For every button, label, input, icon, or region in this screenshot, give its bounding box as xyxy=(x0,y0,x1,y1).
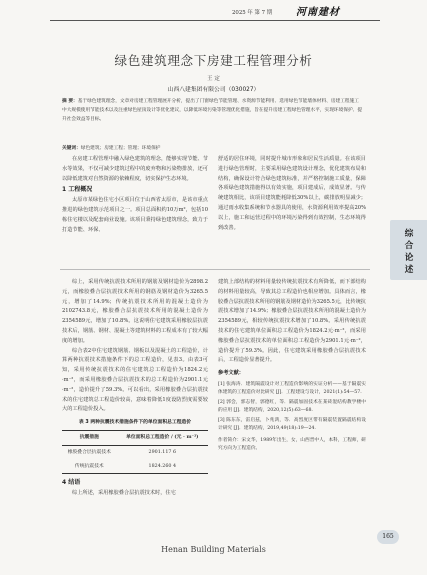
issue-label: 2025 年 第 7 期 xyxy=(232,10,273,16)
article-title: 绿色建筑理念下房建工程管理分析 xyxy=(114,53,313,68)
section-tab-char: 合 xyxy=(404,241,414,251)
reference-item: [3] 陈东东，雷启兹，卜兆鸿，等．高烈度区带有隔震装置隔震结构设计研究 [J]．建筑结构，2019,49(18):19—24. xyxy=(218,417,366,432)
header-rule xyxy=(50,20,380,21)
table-cell: 1824.260 4 xyxy=(148,463,177,469)
section-divider xyxy=(60,269,370,270)
section-tab-char: 综 xyxy=(404,229,414,239)
section-tab-char: 论 xyxy=(404,253,414,263)
cost-paragraph-1: 综上，采用传统抗震技术所用的钢筋及钢材造价为2898.2元，而橡胶叠合层抗震技术所用的钢筋及钢材造价为3265.5元，增加了14.9%；传统抗震技术所用的混凝土造价为2102743.8元，橡胶叠合层抗震技术所用的混凝土造价为2354589元，增加了10.8%。这说明住宅建筑采用橡胶层抗震技术后，钢筋、钢材、混凝土等建筑材料的工程成本有了较大幅度的增加。 xyxy=(62,279,208,344)
table-header-row xyxy=(62,430,208,445)
right-column-bottom xyxy=(218,278,366,454)
section-heading-1: 1 工程概况 xyxy=(62,186,93,194)
overview-paragraph: 太原市某绿色住宅小区项目位于山西省太原市，是该市重点推进的绿色建筑示范项目之一。项目总面积约10万m²，包括10栋住宅楼以及配套商业设施。该项目秉持绿色建筑理念，致力于打造节能、环保、 xyxy=(62,197,208,233)
table-caption: 表 3 两种抗震技术措施条件下的单位面积总工程造价 xyxy=(78,420,192,426)
section-tab-char: 述 xyxy=(404,265,414,275)
footer-journal: Henan Building Materials xyxy=(161,545,266,554)
table-cell: 橡胶叠合层抗震技术 xyxy=(67,449,111,455)
abstract-text: 基于绿色建筑理念，文章对房建工程管理展开分析，提出了门窗绿色节能管理、水资源节能利用、选用绿色节能墙体材料、房建工程施工中大规模使用节能技术以及注重绿色屋顶设计等优化建议，以降低环境污染等管理优化措施，旨在提升房建工程绿色管理水平，实现环境保护、提升社会效益等目标。 xyxy=(62,99,363,123)
table-row xyxy=(62,445,208,459)
page-number: 165 xyxy=(377,530,399,544)
references-heading: 参考文献： xyxy=(218,370,244,377)
article-affiliation: 山西八建集团有限公司（030027） xyxy=(167,87,260,93)
section-heading-4: 4 结语 xyxy=(62,479,81,487)
table-row xyxy=(62,460,208,474)
overview-continued: 舒适的居住环境，同时提升城市形象和居民生活质量。在该项目进行绿色管理时，主要采用绿色建筑设计理念，优化建筑布局和结构，确保设计符合绿色建筑标准，并严格控制施工质量，保障各项绿色建筑措施得以有效实施，项目建成后，成效显著。与传统建筑相比，该项目建筑能耗降低30%以上，碳排放明显减少；通过雨水收集系统和节水器具的使用，水资源利用效率提高20%以上，施工和运营过程中的环境污染得到有效控制，生态环境得到改善。 xyxy=(218,156,366,231)
reference-item: [2] 郭会，郭志智，郭德红，等．隔震加固技术在某砖混结构教学楼中的应用 [J]．建筑结构，2020,12(5):63—68. xyxy=(218,399,366,414)
keywords-text: 绿色建筑；房建工程；管理；环境保护 xyxy=(80,146,161,151)
article-author: 王 定 xyxy=(207,76,220,82)
abstract-label: 摘 要： xyxy=(62,99,78,104)
left-column-top xyxy=(62,155,208,235)
author-bio: 作者简介：宋文华，1989年出生，女，山西晋中人，本科，工程师，研究方向为工程造价。 xyxy=(218,437,366,452)
intro-paragraph: 在房建工程管理中融入绿色建筑的理念，能够实现节能、节水等效果，不仅可减少建筑过程中的废弃物和污染物排放，还可以降低建筑对自然资源的依赖程度，切实保护生态环境。 xyxy=(62,156,208,182)
section-tab xyxy=(390,220,427,280)
abstract xyxy=(62,97,362,125)
table-cell: 2901.117 6 xyxy=(148,449,177,455)
section-tab-label xyxy=(402,228,416,276)
table-header-cell: 抗震措施 xyxy=(79,433,99,440)
table-header-cell: 单位面积总工程造价 / (元 · m⁻²) xyxy=(126,433,199,440)
keywords xyxy=(62,145,362,151)
keywords-label: 关键词： xyxy=(62,146,81,151)
reference-item: [1] 张海涛．建筑隔震设计对工程造价影响的实证分析——基于隔震实体建筑的工程造价对比研究 [J]．工程建设与设计，2021(1):54—57. xyxy=(218,381,366,396)
right-column-top xyxy=(218,155,366,233)
cost-table xyxy=(62,430,208,474)
page-header xyxy=(0,0,427,22)
cost-paragraph-2: 综合表2中住宅建筑钢筋、钢板以及混凝土的工程造价，计算两种抗震技术措施条件下的总工程造价，见表3。由表3可知，采用传统抗震技术的住宅建筑总工程造价为1824.2元·m⁻²，而采用橡胶叠合层抗震技术的总工程造价为2901.1元·m⁻²，造价提升了59.3%。可以看出，采用橡胶叠合层抗震技术的住宅建筑总工程造价较高，意味着降低1度设防烈度需要较大的工程造价投入。 xyxy=(62,347,208,413)
conclusion-continued: 建筑上部结构的材料用量较传统抗震技术有所降低，而下部结构的材料用量较高，导致其总工程造价也相应增加。具体而言，橡胶叠合层抗震技术所用的钢筋及钢材造价为3265.5元，比传统抗震技术增加了14.9%；橡胶叠合层抗震技术所用的混凝土造价为2354589元，相较传统抗震技术增加了10.8%。采用传统抗震技术的住宅建筑单位面积总工程造价为1824.2元·m⁻²，而采用橡胶叠合层抗震技术的单位面积总工程造价为2901.1元·m⁻²，造价提升了59.3%。因此，住宅建筑采用橡胶叠合层抗震技术后，工程造价显著提升。 xyxy=(218,279,366,364)
journal-name: 河南建材 xyxy=(296,7,340,18)
conclusion-paragraph: 综上所述，采用橡胶叠合层抗震技术时，住宅 xyxy=(72,490,176,497)
left-column-bottom xyxy=(62,278,208,499)
table-cell: 传统抗震技术 xyxy=(74,463,104,469)
